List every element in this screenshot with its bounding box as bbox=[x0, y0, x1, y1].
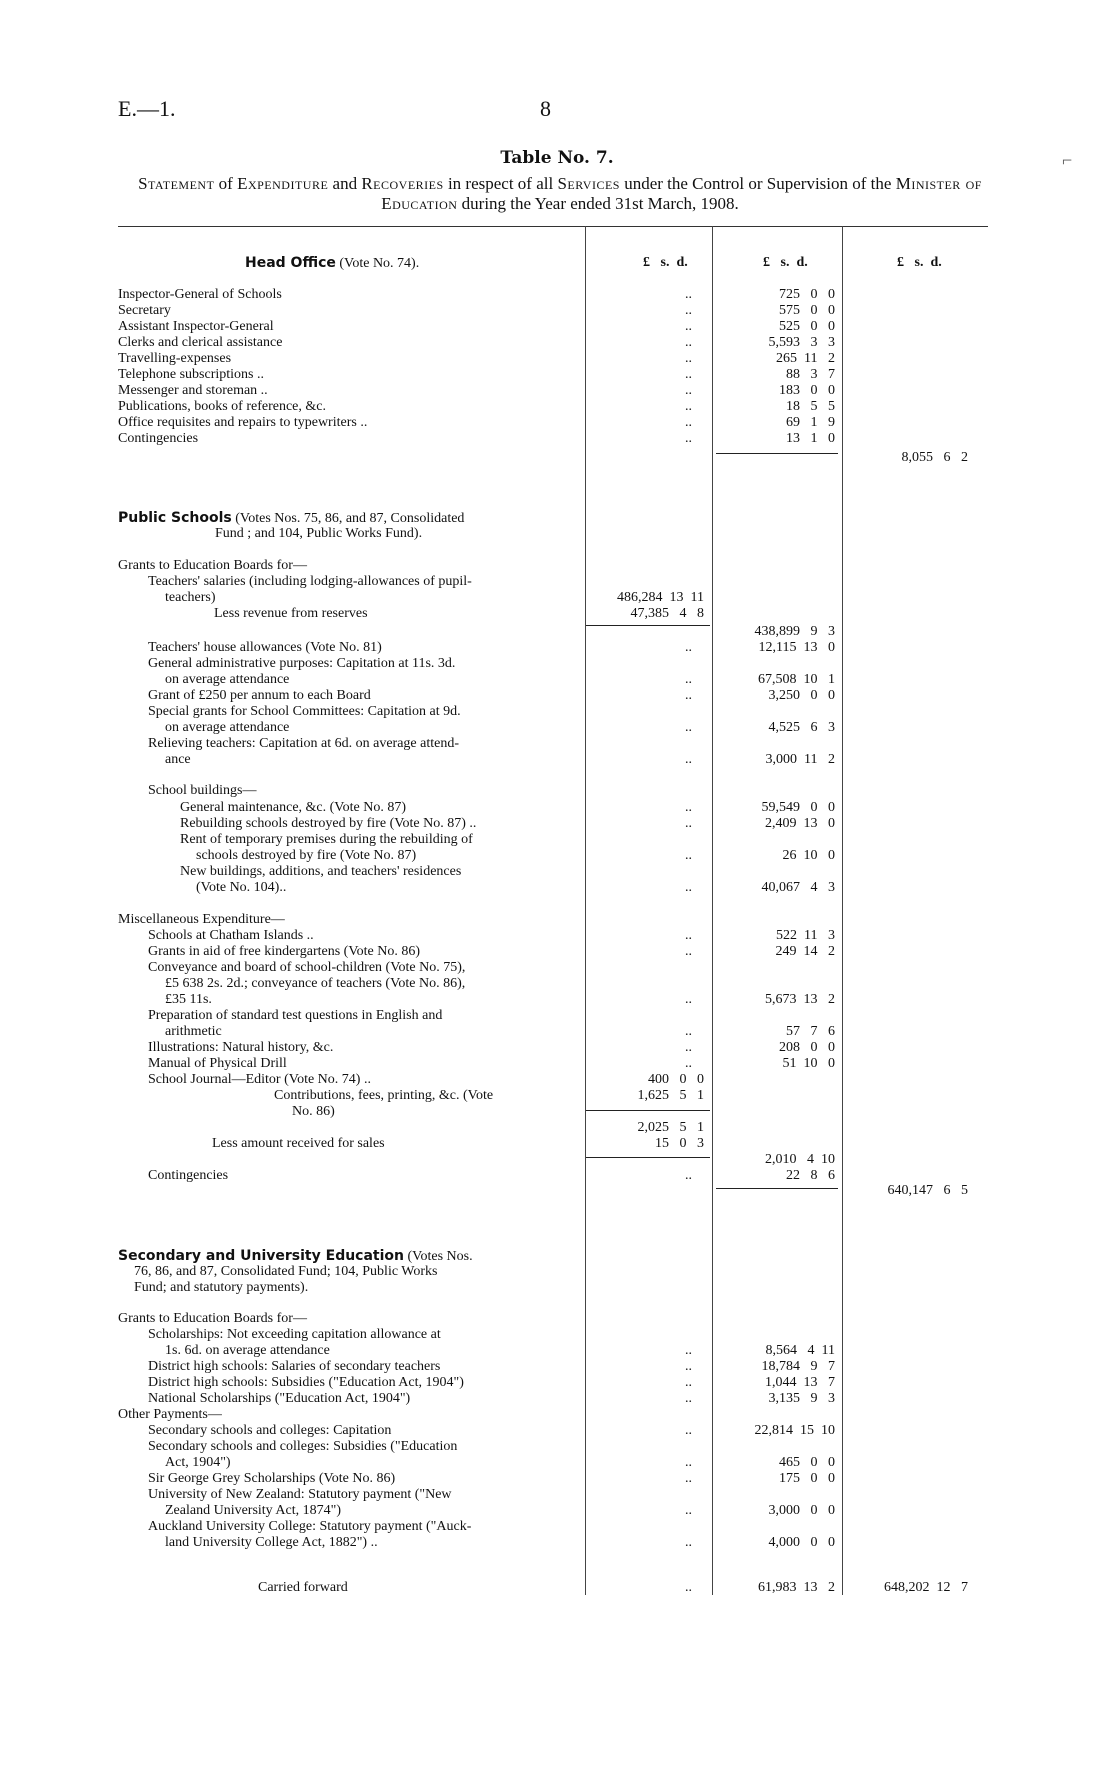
cell-c2: 3,250 0 0 bbox=[768, 688, 835, 703]
cell-c1: .. bbox=[685, 351, 692, 366]
cell-c1: .. bbox=[685, 688, 692, 703]
cell-c1: .. bbox=[685, 944, 692, 959]
cell-c1: .. bbox=[685, 1375, 692, 1390]
row-label: Teachers' house allowances (Vote No. 81) bbox=[148, 640, 382, 655]
page-number: 8 bbox=[540, 96, 551, 121]
cell-c1: .. bbox=[685, 800, 692, 815]
subtitle-word: Recoveries bbox=[361, 174, 444, 193]
cell-c2: 8,564 4 11 bbox=[765, 1343, 835, 1358]
group-heading: School buildings— bbox=[148, 783, 257, 798]
row-label-cont: ance bbox=[165, 752, 191, 767]
row-label-cont: £35 11s. bbox=[165, 992, 212, 1007]
cell-c2: 22,814 15 10 bbox=[754, 1423, 835, 1438]
group-heading: Miscellaneous Expenditure— bbox=[118, 912, 285, 927]
cell-c2: 3,135 9 3 bbox=[768, 1391, 835, 1406]
cell-c1: .. bbox=[685, 672, 692, 687]
section-note: (Votes Nos. 75, 86, and 87, Consolidated bbox=[235, 511, 465, 526]
cell-c2: 265 11 2 bbox=[776, 351, 835, 366]
row-label: Messenger and storeman .. bbox=[118, 383, 268, 398]
cell-c1: .. bbox=[685, 1503, 692, 1518]
row-label: Conveyance and board of school-children (Vote No. 75), bbox=[148, 960, 466, 975]
subtitle-text: and bbox=[328, 174, 362, 193]
row-label: New buildings, additions, and teachers' residences bbox=[180, 864, 462, 879]
cell-c1: .. bbox=[685, 928, 692, 943]
cell-c2: 438,899 9 3 bbox=[754, 624, 835, 639]
cell-c1: .. bbox=[685, 1040, 692, 1055]
cell-c1: .. bbox=[685, 816, 692, 831]
report-code: E.—1. bbox=[118, 96, 176, 121]
row-label: Assistant Inspector-General bbox=[118, 319, 274, 334]
cell-c2: 57 7 6 bbox=[786, 1024, 835, 1039]
cell-c1: .. bbox=[685, 1359, 692, 1374]
cell-c1: .. bbox=[685, 1471, 692, 1486]
cell-c2: 5,593 3 3 bbox=[768, 335, 835, 350]
cell-c2: 175 0 0 bbox=[779, 1471, 835, 1486]
cell-c1: .. bbox=[685, 335, 692, 350]
cell-c2: 525 0 0 bbox=[779, 319, 835, 334]
section-note-cont: Fund ; and 104, Public Works Fund). bbox=[215, 526, 423, 541]
cell-c1: .. bbox=[685, 1391, 692, 1406]
cell-c2: 2,409 13 0 bbox=[765, 816, 835, 831]
section-note: (Vote No. 74). bbox=[339, 256, 420, 271]
row-label: Manual of Physical Drill bbox=[148, 1056, 287, 1071]
cell-c2: 249 14 2 bbox=[775, 944, 835, 959]
col-header-2: £ s. d. bbox=[763, 255, 808, 270]
cell-c2: 12,115 13 0 bbox=[758, 640, 835, 655]
cell-c1: .. bbox=[685, 1423, 692, 1438]
cell-c1: .. bbox=[685, 1535, 692, 1550]
subtitle-text: in respect of all bbox=[443, 174, 558, 193]
row-label: Office requisites and repairs to typewriters .. bbox=[118, 415, 368, 430]
cell-c1: .. bbox=[685, 1056, 692, 1071]
subtitle-word: Expenditure bbox=[237, 174, 329, 193]
cell-c1: .. bbox=[685, 1580, 692, 1595]
col-header-3: £ s. d. bbox=[897, 255, 942, 270]
row-label: School Journal—Editor (Vote No. 74) .. bbox=[148, 1072, 371, 1087]
row-label: General maintenance, &c. (Vote No. 87) bbox=[180, 800, 406, 815]
subtotal-rule bbox=[586, 625, 710, 626]
row-label: Secondary schools and colleges: Capitation bbox=[148, 1423, 392, 1438]
cell-c2: 88 3 7 bbox=[786, 367, 835, 382]
subtotal-rule bbox=[586, 1157, 710, 1158]
cell-c1: .. bbox=[685, 848, 692, 863]
table-title: Table No. 7. bbox=[500, 148, 614, 168]
cell-c2: 67,508 10 1 bbox=[758, 672, 835, 687]
cell-c2: 4,000 0 0 bbox=[768, 1535, 835, 1550]
subtitle-text: under the Control or Supervision of the bbox=[619, 174, 896, 193]
section-title: Public Schools bbox=[118, 510, 232, 526]
group-heading: Grants to Education Boards for— bbox=[118, 1311, 307, 1326]
row-label: Secretary bbox=[118, 303, 171, 318]
row-label: Grant of £250 per annum to each Board bbox=[148, 688, 371, 703]
cell-c2: 26 10 0 bbox=[782, 848, 835, 863]
cell-c1: 400 0 0 bbox=[648, 1072, 704, 1087]
cell-c2: 18,784 9 7 bbox=[761, 1359, 835, 1374]
cell-c1: .. bbox=[685, 1343, 692, 1358]
row-label: Relieving teachers: Capitation at 6d. on average attend- bbox=[148, 736, 459, 751]
row-label: Contingencies bbox=[118, 431, 199, 446]
cell-c1: .. bbox=[685, 303, 692, 318]
carried-forward-c2: 61,983 13 2 bbox=[758, 1580, 835, 1595]
row-label: Travelling-expenses bbox=[118, 351, 232, 366]
row-label: Schools at Chatham Islands .. bbox=[148, 928, 314, 943]
row-label: Contingencies bbox=[148, 1168, 229, 1183]
row-label: Teachers' salaries (including lodging-allowances of pupil- bbox=[148, 574, 472, 589]
row-label-cont: on average attendance bbox=[165, 672, 290, 687]
cell-c1: 2,025 5 1 bbox=[637, 1120, 704, 1135]
cell-c1: .. bbox=[685, 1024, 692, 1039]
subtotal-rule bbox=[586, 1110, 710, 1111]
cell-c1: 15 0 3 bbox=[655, 1136, 704, 1151]
section-title: Secondary and University Education bbox=[118, 1248, 405, 1264]
row-label-cont: arithmetic bbox=[165, 1024, 222, 1039]
cell-c1: .. bbox=[685, 752, 692, 767]
row-label: Special grants for School Committees: Capitation at 9d. bbox=[148, 704, 461, 719]
cell-c1: .. bbox=[685, 992, 692, 1007]
section-total: 8,055 6 2 bbox=[901, 450, 968, 465]
row-label: District high schools: Salaries of secondary teachers bbox=[148, 1359, 441, 1374]
cell-c1: .. bbox=[685, 1455, 692, 1470]
cell-c1: 486,284 13 11 bbox=[617, 590, 704, 605]
row-label-cont: land University College Act, 1882") .. bbox=[165, 1535, 378, 1550]
cell-c2: 208 0 0 bbox=[779, 1040, 835, 1055]
row-label: Contributions, fees, printing, &c. (Vote bbox=[274, 1088, 494, 1103]
cell-c2: 22 8 6 bbox=[786, 1168, 835, 1183]
row-label: Illustrations: Natural history, &c. bbox=[148, 1040, 334, 1055]
subtitle-text: during the Year ended 31st March, 1908. bbox=[457, 194, 739, 213]
row-label: Inspector-General of Schools bbox=[118, 287, 282, 302]
row-label: General administrative purposes: Capitation at 11s. 3d. bbox=[148, 656, 456, 671]
section-note: (Votes Nos. bbox=[407, 1249, 473, 1264]
subtitle-word: Services bbox=[557, 174, 620, 193]
cell-c2: 183 0 0 bbox=[779, 383, 835, 398]
column-divider bbox=[842, 226, 843, 1595]
row-label: Secondary schools and colleges: Subsidies ("Education bbox=[148, 1439, 458, 1454]
section-note-cont: Fund; and statutory payments). bbox=[134, 1280, 309, 1295]
group-heading: Grants to Education Boards for— bbox=[118, 558, 307, 573]
row-label: National Scholarships ("Education Act, 1904") bbox=[148, 1391, 411, 1406]
cell-c1: .. bbox=[685, 367, 692, 382]
cell-c2: 13 1 0 bbox=[786, 431, 835, 446]
cell-c2: 465 0 0 bbox=[779, 1455, 835, 1470]
section-head-office bbox=[245, 255, 419, 272]
row-label-cont: No. 86) bbox=[292, 1104, 335, 1119]
cell-c2: 3,000 0 0 bbox=[768, 1503, 835, 1518]
row-label: Publications, books of reference, &c. bbox=[118, 399, 326, 414]
carried-forward-label: Carried forward bbox=[258, 1580, 348, 1595]
row-label-cont: 1s. 6d. on average attendance bbox=[165, 1343, 330, 1358]
cell-c2: 5,673 13 2 bbox=[765, 992, 835, 1007]
carried-forward-total: 648,202 12 7 bbox=[884, 1580, 968, 1595]
cell-c1: .. bbox=[685, 640, 692, 655]
row-label: Clerks and clerical assistance bbox=[118, 335, 283, 350]
cell-c2: 1,044 13 7 bbox=[765, 1375, 835, 1390]
group-heading: Other Payments— bbox=[118, 1407, 222, 1422]
margin-mark: ⌐ bbox=[1062, 150, 1073, 170]
table-top-rule bbox=[118, 226, 988, 227]
cell-c1: .. bbox=[685, 1168, 692, 1183]
row-label: Scholarships: Not exceeding capitation allowance at bbox=[148, 1327, 441, 1342]
section-note-cont: 76, 86, and 87, Consolidated Fund; 104, Public Works bbox=[134, 1264, 438, 1279]
cell-c2: 725 0 0 bbox=[779, 287, 835, 302]
table-subtitle bbox=[120, 174, 1000, 214]
column-divider bbox=[712, 226, 713, 1595]
row-label: Rebuilding schools destroyed by fire (Vote No. 87) .. bbox=[180, 816, 477, 831]
col-header-1: £ s. d. bbox=[643, 255, 688, 270]
cell-c1: 47,385 4 8 bbox=[630, 606, 704, 621]
row-label: Auckland University College: Statutory payment ("Auck- bbox=[148, 1519, 472, 1534]
subtotal-rule bbox=[716, 1188, 838, 1189]
subtitle-word: Statement bbox=[138, 174, 215, 193]
row-label-cont: Zealand University Act, 1874") bbox=[165, 1503, 342, 1518]
section-title: Head Office bbox=[245, 255, 336, 271]
cell-c2: 3,000 11 2 bbox=[765, 752, 835, 767]
subtitle-text: of bbox=[214, 174, 238, 193]
row-label-cont: schools destroyed by fire (Vote No. 87) bbox=[196, 848, 417, 863]
cell-c1: .. bbox=[685, 431, 692, 446]
row-label: Rent of temporary premises during the rebuilding of bbox=[180, 832, 473, 847]
cell-c2: 4,525 6 3 bbox=[768, 720, 835, 735]
row-label: Less amount received for sales bbox=[212, 1136, 385, 1151]
cell-c1: .. bbox=[685, 319, 692, 334]
row-label: Less revenue from reserves bbox=[214, 606, 368, 621]
cell-c1: .. bbox=[685, 880, 692, 895]
cell-c1: 1,625 5 1 bbox=[637, 1088, 704, 1103]
row-label: Grants in aid of free kindergartens (Vote No. 86) bbox=[148, 944, 421, 959]
cell-c2: 69 1 9 bbox=[786, 415, 835, 430]
row-label: Sir George Grey Scholarships (Vote No. 86) bbox=[148, 1471, 396, 1486]
row-label-cont: (Vote No. 104).. bbox=[196, 880, 287, 895]
cell-c1: .. bbox=[685, 720, 692, 735]
cell-c2: 522 11 3 bbox=[776, 928, 835, 943]
cell-c2: 59,549 0 0 bbox=[761, 800, 835, 815]
cell-c1: .. bbox=[685, 383, 692, 398]
subtotal-rule bbox=[716, 453, 838, 454]
row-label: Telephone subscriptions .. bbox=[118, 367, 264, 382]
cell-c2: 40,067 4 3 bbox=[761, 880, 835, 895]
row-label: District high schools: Subsidies ("Education Act, 1904") bbox=[148, 1375, 464, 1390]
row-label-cont: Act, 1904") bbox=[165, 1455, 231, 1470]
row-label-cont: on average attendance bbox=[165, 720, 290, 735]
section-total: 640,147 6 5 bbox=[887, 1183, 968, 1198]
subtitle-word: Minister of Education bbox=[381, 174, 982, 213]
row-label-cont: £5 638 2s. 2d.; conveyance of teachers (Vote No. 86), bbox=[165, 976, 466, 991]
cell-c1: .. bbox=[685, 415, 692, 430]
section-public-schools bbox=[118, 510, 464, 527]
cell-c2: 575 0 0 bbox=[779, 303, 835, 318]
cell-c1: .. bbox=[685, 287, 692, 302]
row-label: University of New Zealand: Statutory payment ("New bbox=[148, 1487, 452, 1502]
cell-c2: 2,010 4 10 bbox=[765, 1152, 835, 1167]
cell-c2: 18 5 5 bbox=[786, 399, 835, 414]
cell-c1: .. bbox=[685, 399, 692, 414]
row-label-cont: teachers) bbox=[165, 590, 216, 605]
section-secondary bbox=[118, 1248, 473, 1265]
cell-c2: 51 10 0 bbox=[782, 1056, 835, 1071]
row-label: Preparation of standard test questions in English and bbox=[148, 1008, 443, 1023]
